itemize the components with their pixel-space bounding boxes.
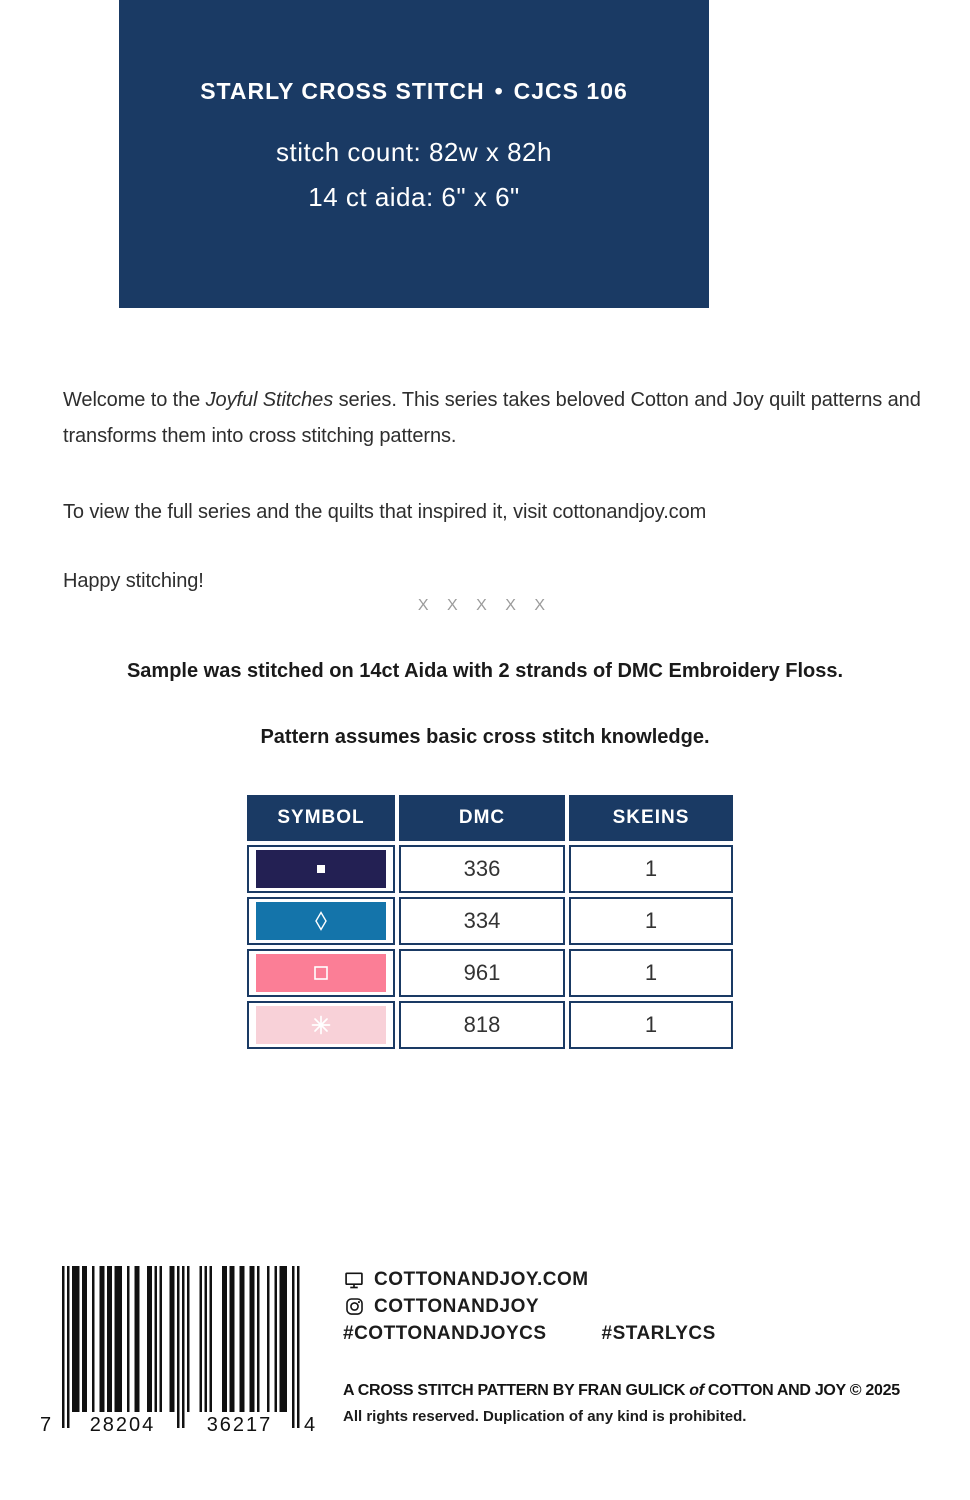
intro-p1-post: series. This series takes beloved Cotton and Joy quilt patterns and transforms them into cross stitching patterns. <box>63 389 921 447</box>
website-row <box>343 1266 943 1293</box>
dmc-number: 818 <box>399 1001 565 1049</box>
table-row <box>247 845 733 893</box>
website-text: COTTONANDJOY.COM <box>374 1268 589 1290</box>
series-name-italic: Joyful Stitches <box>205 389 334 411</box>
stitch-count: stitch count: 82w x 82h <box>276 137 552 167</box>
skeins-count: 1 <box>569 1001 733 1049</box>
intro-paragraph-2: To view the full series and the quilts that inspired it, visit cottonandjoy.com <box>63 501 707 523</box>
instagram-handle: COTTONANDJOY <box>374 1295 540 1317</box>
table-row <box>247 949 733 997</box>
table-row <box>247 897 733 945</box>
skeins-count: 1 <box>569 845 733 893</box>
upc-barcode <box>40 1264 320 1454</box>
square-outline-icon <box>311 963 331 983</box>
dmc-number: 961 <box>399 949 565 997</box>
color-swatch-dmc-334 <box>256 902 386 940</box>
rights-line: All rights reserved. Duplication of any kind is prohibited. <box>343 1408 747 1425</box>
hero-panel <box>119 0 709 308</box>
dmc-number: 336 <box>399 845 565 893</box>
barcode-digit-left: 7 <box>40 1414 52 1436</box>
intro-text <box>63 382 943 599</box>
footer-block <box>343 1266 943 1425</box>
sample-note: Sample was stitched on 14ct Aida with 2 strands of DMC Embroidery Floss. <box>126 660 844 682</box>
title-separator-dot: • <box>494 78 504 104</box>
intro-paragraph-1 <box>63 382 943 454</box>
copyright-pre: A CROSS STITCH PATTERN BY FRAN GULICK <box>343 1382 690 1399</box>
column-header-dmc: DMC <box>399 795 565 841</box>
hashtag-starlycs: #STARLYCS <box>601 1323 716 1344</box>
symbol-cell <box>247 1001 395 1049</box>
pattern-code: CJCS 106 <box>513 78 628 104</box>
color-swatch-dmc-961 <box>256 954 386 992</box>
pattern-title: STARLY CROSS STITCH <box>200 78 485 104</box>
color-swatch-dmc-818 <box>256 1006 386 1044</box>
knowledge-note: Pattern assumes basic cross stitch knowledge. <box>260 726 710 748</box>
filled-square-icon <box>311 859 331 879</box>
symbol-cell <box>247 845 395 893</box>
diamond-outline-icon <box>311 910 331 932</box>
table-row <box>247 1001 733 1049</box>
table-header-row <box>247 795 733 841</box>
x-stitch-divider: X X X X X <box>417 597 553 614</box>
copyright-line <box>343 1382 943 1400</box>
pattern-title-line <box>200 78 628 105</box>
barcode-digit-right: 4 <box>304 1414 316 1436</box>
skeins-count: 1 <box>569 949 733 997</box>
symbol-cell <box>247 897 395 945</box>
hashtag-cottonandjoycs: #COTTONANDJOYCS <box>343 1323 547 1344</box>
column-header-symbol: SYMBOL <box>247 795 395 841</box>
intro-paragraph-3: Happy stitching! <box>63 570 204 592</box>
copyright-post: COTTON AND JOY © 2025 <box>703 1382 900 1399</box>
monitor-icon <box>343 1269 365 1291</box>
hashtags-row <box>343 1323 943 1350</box>
floss-key-table <box>243 791 737 1053</box>
column-header-skeins: SKEINS <box>569 795 733 841</box>
color-swatch-dmc-336 <box>256 850 386 888</box>
barcode-bars <box>62 1266 302 1436</box>
copyright-of-italic: of <box>689 1382 704 1399</box>
dmc-number: 334 <box>399 897 565 945</box>
barcode-digits-group2: 36217 <box>206 1414 273 1436</box>
symbol-cell <box>247 949 395 997</box>
instagram-icon <box>343 1296 365 1318</box>
asterisk-icon <box>310 1014 332 1036</box>
intro-p1-pre: Welcome to the <box>63 389 206 411</box>
skeins-count: 1 <box>569 897 733 945</box>
barcode-digits-group1: 28204 <box>89 1414 156 1436</box>
aida-size: 14 ct aida: 6" x 6" <box>308 182 520 212</box>
instagram-row <box>343 1293 943 1320</box>
